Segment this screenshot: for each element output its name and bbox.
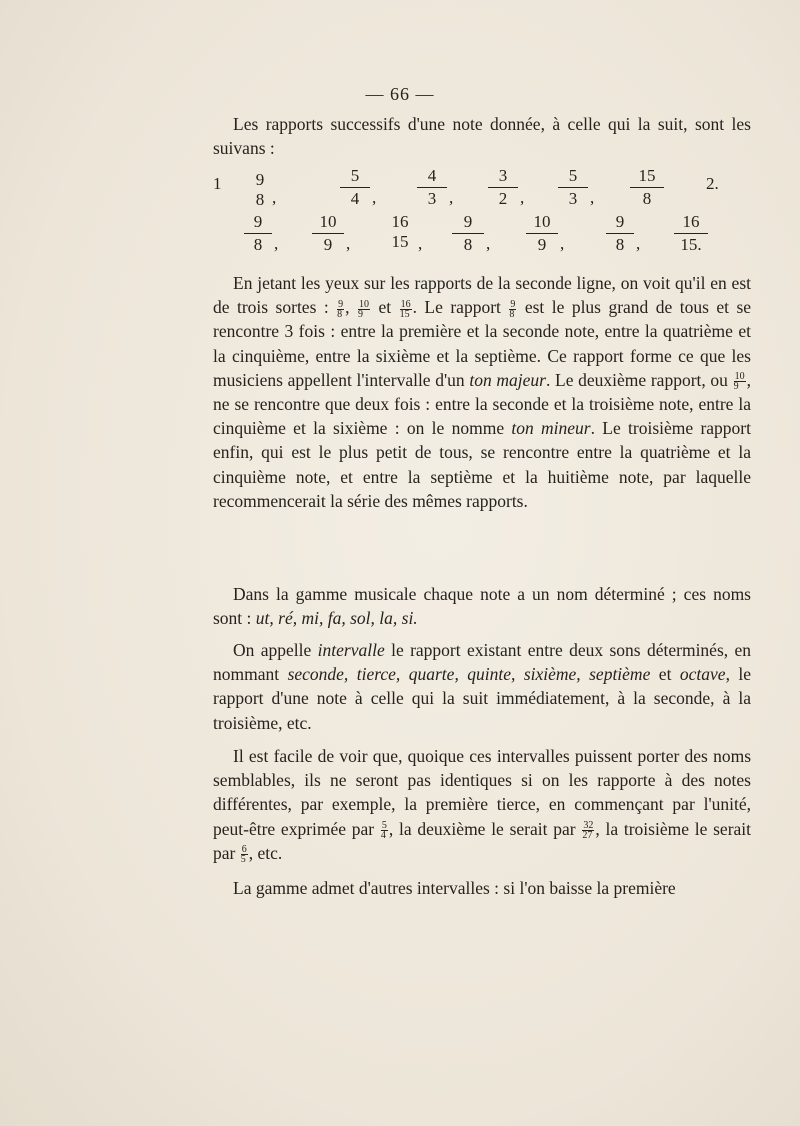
- term-ton-mineur: ton mineur: [511, 418, 591, 439]
- inline-fraction: $\frac{9}{8}$: [337, 298, 344, 320]
- term-intervalle: intervalle: [317, 640, 385, 660]
- term-octave: octave: [679, 664, 726, 685]
- ratio-fraction: 5 3: [558, 166, 588, 209]
- inline-fraction: $\frac{10}{9}$: [733, 371, 745, 393]
- ratio-fraction: 16 15.: [674, 212, 708, 255]
- paragraph-4: Il est facile de voir que, quoique ces intervalles puissent porter des noms semblables, ils ne seront pas identiques si on les rapporte à des notes différentes, par exemple, la première tierce, en commençant par l'unité, peut-être exprimée par $\frac{5}{4}$ , la deuxième le serait par $\frac{32}{27}$ , la troisième le serait par $\frac{6}{5}$ , etc.: [213, 746, 752, 866]
- ratio-fraction: 9 8: [244, 212, 272, 255]
- page-number: — 66 —: [365, 84, 435, 104]
- ratio-fraction: 5 4: [340, 166, 370, 209]
- paragraph-5: La gamme admet d'autres intervalles : si l'on baisse la première: [233, 878, 676, 898]
- ratio-fraction: 4 3: [417, 166, 447, 209]
- ratio-fraction: 3 2: [488, 166, 518, 209]
- intro-paragraph: [213, 112, 751, 160]
- paragraph-1: En jetant les yeux sur les rapports de la seconde ligne, on voit qu'il en est de trois sortes : $\frac{9}{8}$ , $\frac{10}{9}$ et $\frac{16}{15}$ . Le rapport $\frac{9}{8}$ est le plus grand de tous et se rencontre 3 fois : entre la première et la seconde note, entre la quatrième et la cinquième, entre la sixième et la septième. Ce rapport forme ce que les musiciens appellent l'intervalle d'un ton majeur. Le deuxième rapport, ou $\frac{10}{9}$ , ne se rencontre que deux fois : entre la seconde et la troisième note, entre la cinquième et la sixième : on le nomme ton mineur. Le troisième rapport enfin, qui est le plus petit de tous, se rencontre entre la quatrième et la cinquième note, et entre la septième et la huitième note, par laquelle recommencerait la série des mêmes rapports.: [213, 273, 752, 511]
- ratio-fraction: 9 8: [452, 212, 484, 255]
- intro-text: Les rapports successifs d'une note donnée, à celle qui la suit, sont les suivans :: [213, 114, 751, 159]
- ratio-first-value: 1: [213, 174, 222, 193]
- inline-fraction: $\frac{32}{27}$: [582, 820, 594, 842]
- inline-fraction: $\frac{5}{4}$: [380, 820, 387, 842]
- note-names: ut, ré, mi, fa, sol, la, si.: [255, 608, 418, 629]
- ratio-last-value: 2.: [706, 174, 719, 193]
- inline-fraction: $\frac{16}{15}$: [399, 298, 411, 320]
- ratio-fraction: 15 8: [630, 166, 664, 209]
- ratio-fraction: 9 8: [606, 212, 634, 255]
- page: — 66 — Les rapports successifs d'une note donnée, à celle qui la suit, sont les suivans : 1 9 8 , 5 4 , 4 3 , 3 2 , 5 3 , 15 8 2. 9 8 , 10 9 , 16 15 , 9 8 , 10 9 , 9 8 , 16 15. En jetant les yeux sur les rapports de la seconde ligne, on voit qu'il en est de trois sortes : $\frac{9}{8}$ , $\frac{10}{9}$ et $\frac{16}{15}$ . Le rapport $\frac{9}{8}$ est le plus grand de tous et se rencontre 3 fois : entre la première et la seconde note, entre la quatrième et la cinquième, entre la sixième et la septième. Ce rapport forme ce que les musiciens appellent l'intervalle d'un ton majeur. Le deuxième rapport, ou $\frac{10}{9}$ , ne se rencontre que deux fois : entre la seconde et la troisième note, entre la cinquième et la sixième : on le nomme ton mineur. Le troisième rapport enfin, qui est le plus petit de tous, se rencontre entre la quatrième et la cinquième note, et entre la septième et la huitième note, par laquelle recommencerait la série des mêmes rapports. Dans la gamme musicale chaque note a un nom déterminé ; ces noms sont : ut, ré, mi, fa, sol, la, si. On appelle intervalle le rapport existant entre deux sons déterminés, en nommant seconde, tierce, quarte, quinte, sixième, septième et octave, le rapport d'une note à celle qui la suit immédiatement, à la seconde, à la troisième, etc. Il est facile de voir que, quoique ces intervalles puissent porter des noms semblables, ils ne seront pas identiques si on les rapporte à des notes différentes, par exemple, la première tierce, en commençant par l'unité, peut-être exprimée par $\frac{5}{4}$ , la deuxième le serait par $\frac{32}{27}$ , la troisième le serait par $\frac{6}{5}$ , etc. La gamme admet d'autres intervalles : si l'on baisse la première: [0, 0, 800, 1126]
- inline-fraction: $\frac{9}{8}$: [509, 298, 516, 320]
- paragraph-2: Dans la gamme musicale chaque note a un nom déterminé ; ces noms sont : ut, ré, mi, fa, sol, la, si.: [213, 584, 751, 629]
- inline-fraction: $\frac{6}{5}$: [240, 844, 247, 866]
- ratio-fraction: 9 8: [255, 170, 265, 209]
- ratio-fraction: 16 15: [391, 212, 409, 251]
- ratio-fraction: 10 9: [526, 212, 558, 255]
- term-ton-majeur: ton majeur: [469, 369, 546, 390]
- inline-fraction: $\frac{10}{9}$: [358, 298, 370, 320]
- interval-names: seconde, tierce, quarte, quinte, sixième, septième: [287, 664, 651, 685]
- paragraph-3: On appelle intervalle le rapport existant entre deux sons déterminés, en nommant seconde, tierce, quarte, quinte, sixième, septième et octave, le rapport d'une note à celle qui la suit immédiatement, à la seconde, à la troisième, etc.: [213, 640, 752, 733]
- ratio-fraction: 10 9: [312, 212, 344, 255]
